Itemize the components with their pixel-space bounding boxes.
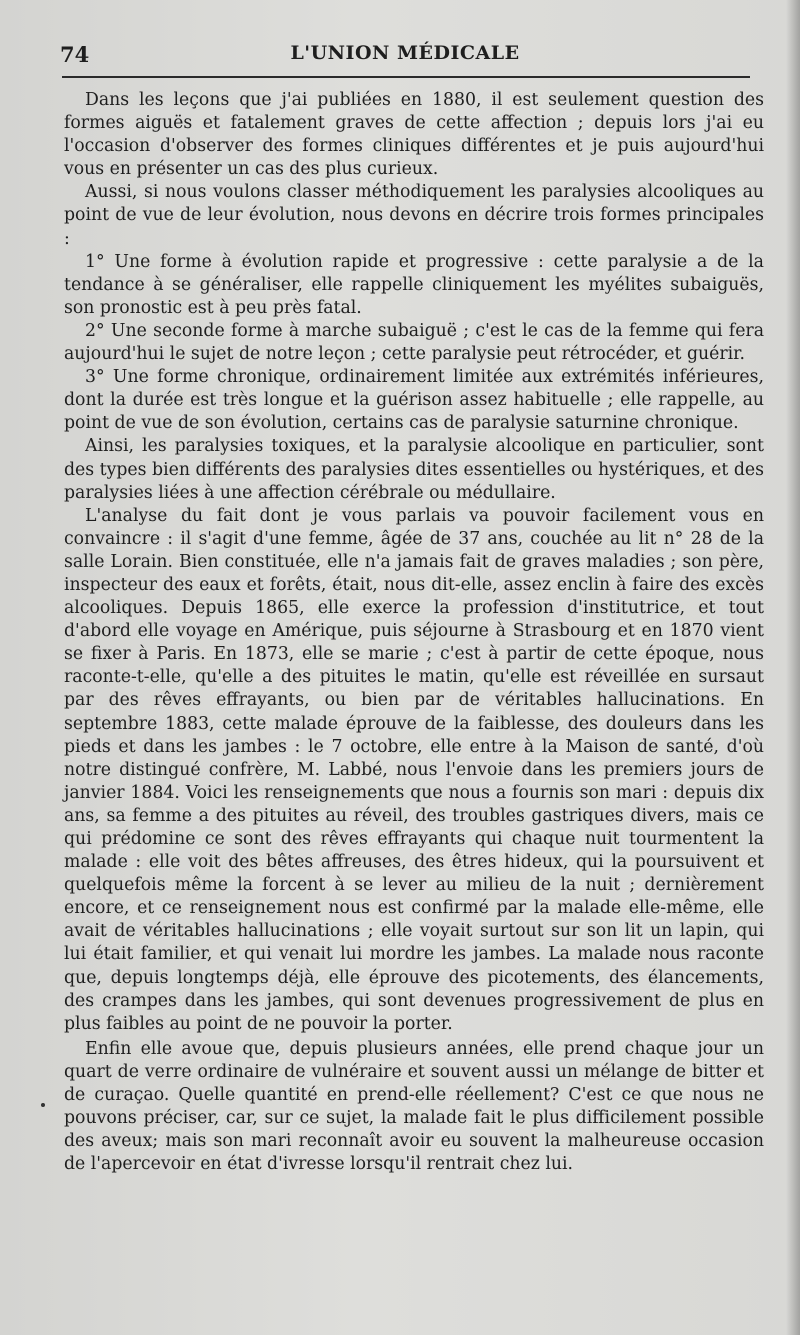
- paragraph-classification: Aussi, si nous voulons classer méthodiquement les paralysies alcooliques au point de vue de leur évolution, nous devons en décrire trois formes principales :: [64, 182, 764, 249]
- paragraph-form-1: 1° Une forme à évolution rapide et progressive : cette paralysie a de la tendance à se généraliser, elle rappelle cliniquement les myélites subaiguës, son pronostic est à peu près fatal.: [64, 251, 764, 318]
- journal-title: L'UNION MÉDICALE: [290, 42, 520, 64]
- page-header: [60, 40, 750, 74]
- header-rule: [62, 76, 750, 78]
- margin-mark: [41, 1103, 45, 1107]
- paragraph-case-analysis: L'analyse du fait dont je vous parlais va pouvoir facilement vous en convaincre : il s'agit d'une femme, âgée de 37 ans, couchée au lit n° 28 de la salle Lorain. Bien constituée, elle n'a jamais fait de graves maladies ; son père, inspecteur des eaux et forêts, était, nous dit-elle, assez enclin à faire des excès alcooliques. Depuis 1865, elle exerce la profession d'institutrice, et tout d'abord elle voyage en Amérique, puis séjourne à Strasbourg et en 1870 vient se fixer à Paris. En 1873, elle se marie ; c'est à partir de cette époque, nous raconte-t-elle, qu'elle a des pituites le matin, qu'elle est réveillée en sursaut par des rêves effrayants, ou bien par de véritables hallucinations. En septembre 1883, cette malade éprouve de la faiblesse, des douleurs dans les pieds et dans les jambes : le 7 octobre, elle entre à la Maison de santé, d'où notre distingué confrère, M. Labbé, nous l'envoie dans les premiers jours de janvier 1884. Voici les renseignements que nous a fournis son mari : depuis dix ans, sa femme a des pituites au réveil, des troubles gastriques divers, mais ce qui prédomine ce sont des rêves effrayants qui chaque nuit tourmentent la malade : elle voit des bêtes affreuses, des êtres hideux, qui la poursuivent et quelquefois même la forcent à se lever au milieu de la nuit ; dernièrement encore, et ce renseignement nous est confirmé par la malade elle-même, elle avait de véritables hallucinations ; elle voyait surtout sur son lit un lapin, qui lui était familier, et qui venait lui mordre les jambes. La malade nous raconte que, depuis longtemps déjà, elle éprouve des picotements, des élancements, des crampes dans les jambes, qui sont devenues progressivement de plus en plus faibles au point de ne pouvoir la porter.: [64, 505, 764, 1034]
- paragraph-form-3: 3° Une forme chronique, ordinairement limitée aux extrémités inférieures, dont la durée est très longue et la guérison assez habituelle ; elle rappelle, au point de vue de son évolution, certains cas de paralysie saturnine chronique.: [64, 367, 764, 434]
- page-edge-shadow: [786, 0, 800, 1335]
- paragraph-toxic-paralyses: Ainsi, les paralysies toxiques, et la paralysie alcoolique en particulier, sont des types bien différents des paralysies dites essentielles ou hystériques, et des paralysies liées à une affection cérébrale ou médullaire.: [64, 436, 764, 503]
- paragraph-intro: Dans les leçons que j'ai publiées en 1880, il est seulement question des formes aiguës et fatalement graves de cette affection ; depuis lors j'ai eu l'occasion d'observer des formes cliniques différentes et je puis aujourd'hui vous en présenter un cas des plus curieux.: [64, 90, 764, 180]
- article-body: [64, 89, 764, 1176]
- paragraph-form-2: 2° Une seconde forme à marche subaiguë ; c'est le cas de la femme qui fera aujourd'hui le sujet de notre leçon ; cette paralysie peut rétrocéder, et guérir.: [64, 320, 764, 365]
- page-number: 74: [60, 42, 90, 67]
- paragraph-confession: Enfin elle avoue que, depuis plusieurs années, elle prend chaque jour un quart de verre ordinaire de vulnéraire et souvent aussi un mélange de bitter et de curaçao. Quelle quantité en prend-elle réellement? C'est ce que nous ne pouvons préciser, car, sur ce sujet, la malade fait le plus difficilement possible des aveux; mais son mari reconnaît avoir eu souvent la malheureuse occasion de l'apercevoir en état d'ivresse lorsqu'il rentrait chez lui.: [64, 1038, 764, 1175]
